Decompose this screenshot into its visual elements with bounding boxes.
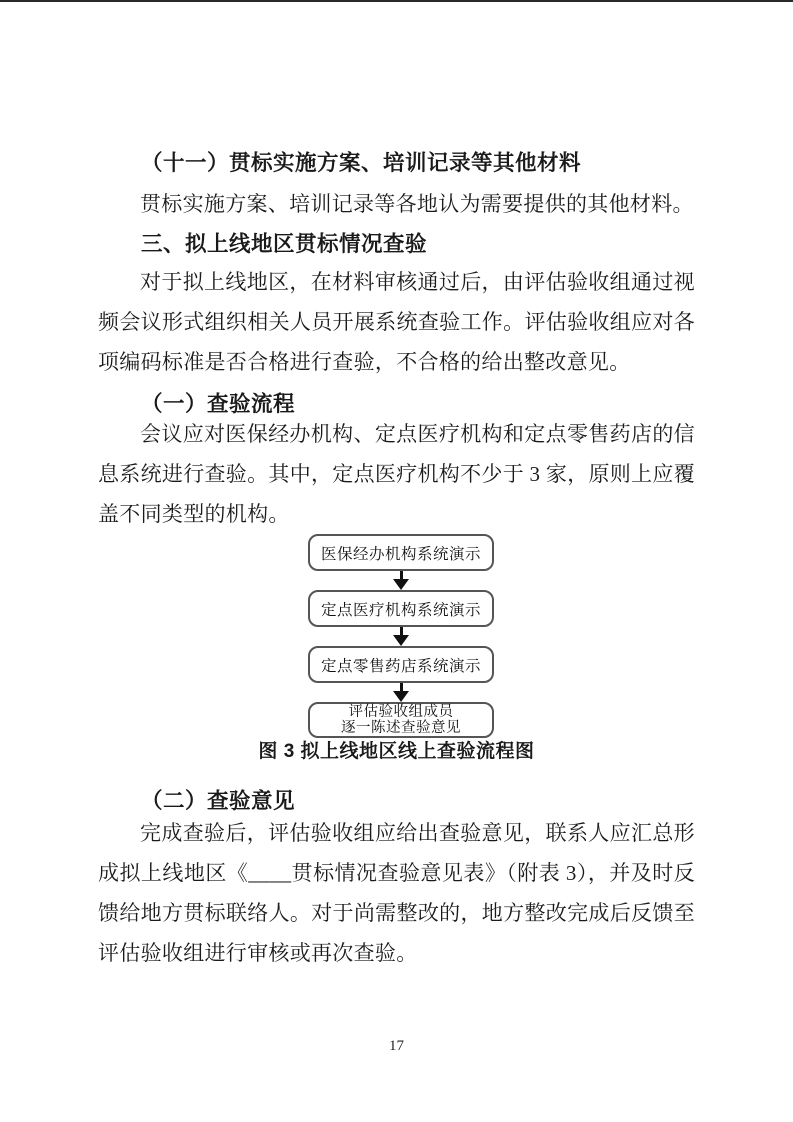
flowchart-node-label-line1: 评估验收组成员 xyxy=(348,704,454,720)
flowchart-node-label: 定点零售药店系统演示 xyxy=(320,657,481,675)
para-section3: 对于拟上线地区，在材料审核通过后，由评估验收组通过视频会议形式组织相关人员开展系统查验工作。评估验收组应对各项编码标准是否合格进行查验，不合格的给出整改意见。 xyxy=(98,270,695,374)
flowchart-node-pharmacy-demo xyxy=(308,646,494,683)
heading-opinion: （二）查验意见 xyxy=(141,789,296,813)
para-other-materials: 贯标实施方案、培训记录等各地认为需要提供的其他材料。 xyxy=(140,192,694,216)
flowchart-node-label: 定点医疗机构系统演示 xyxy=(320,601,481,619)
flowchart-node-review-opinion xyxy=(308,702,494,738)
flowchart-node-medical-demo xyxy=(308,590,494,627)
page-number: 17 xyxy=(389,1038,404,1054)
heading-process: （一）查验流程 xyxy=(141,392,296,416)
arrow-down-icon xyxy=(393,571,409,590)
flowchart xyxy=(308,534,494,738)
arrow-down-icon xyxy=(393,683,409,702)
para-opinion: 完成查验后，评估验收组应给出查验意见，联系人应汇总形成拟上线地区《____贯标情况查验意见表》（附表 3），并及时反馈给地方贯标联络人。对于尚需整改的，地方整改完成后反馈至评估验收组进行审核或再次查验。 xyxy=(98,821,695,965)
para-process: 会议应对医保经办机构、定点医疗机构和定点零售药店的信息系统进行查验。其中，定点医疗机构不少于 3 家，原则上应覆盖不同类型的机构。 xyxy=(98,422,695,526)
heading-section3: 三、拟上线地区贯标情况查验 xyxy=(141,232,428,256)
flowchart-node-label-line2: 逐一陈述查验意见 xyxy=(341,720,461,736)
flowchart-node-label: 医保经办机构系统演示 xyxy=(320,545,481,563)
flowchart-node-agency-demo xyxy=(308,534,494,571)
arrow-down-icon xyxy=(393,627,409,646)
page-top-edge xyxy=(0,0,793,2)
heading-other-materials: （十一）贯标实施方案、培训记录等其他材料 xyxy=(141,151,582,175)
figure-caption: 图 3 拟上线地区线上查验流程图 xyxy=(258,741,535,762)
